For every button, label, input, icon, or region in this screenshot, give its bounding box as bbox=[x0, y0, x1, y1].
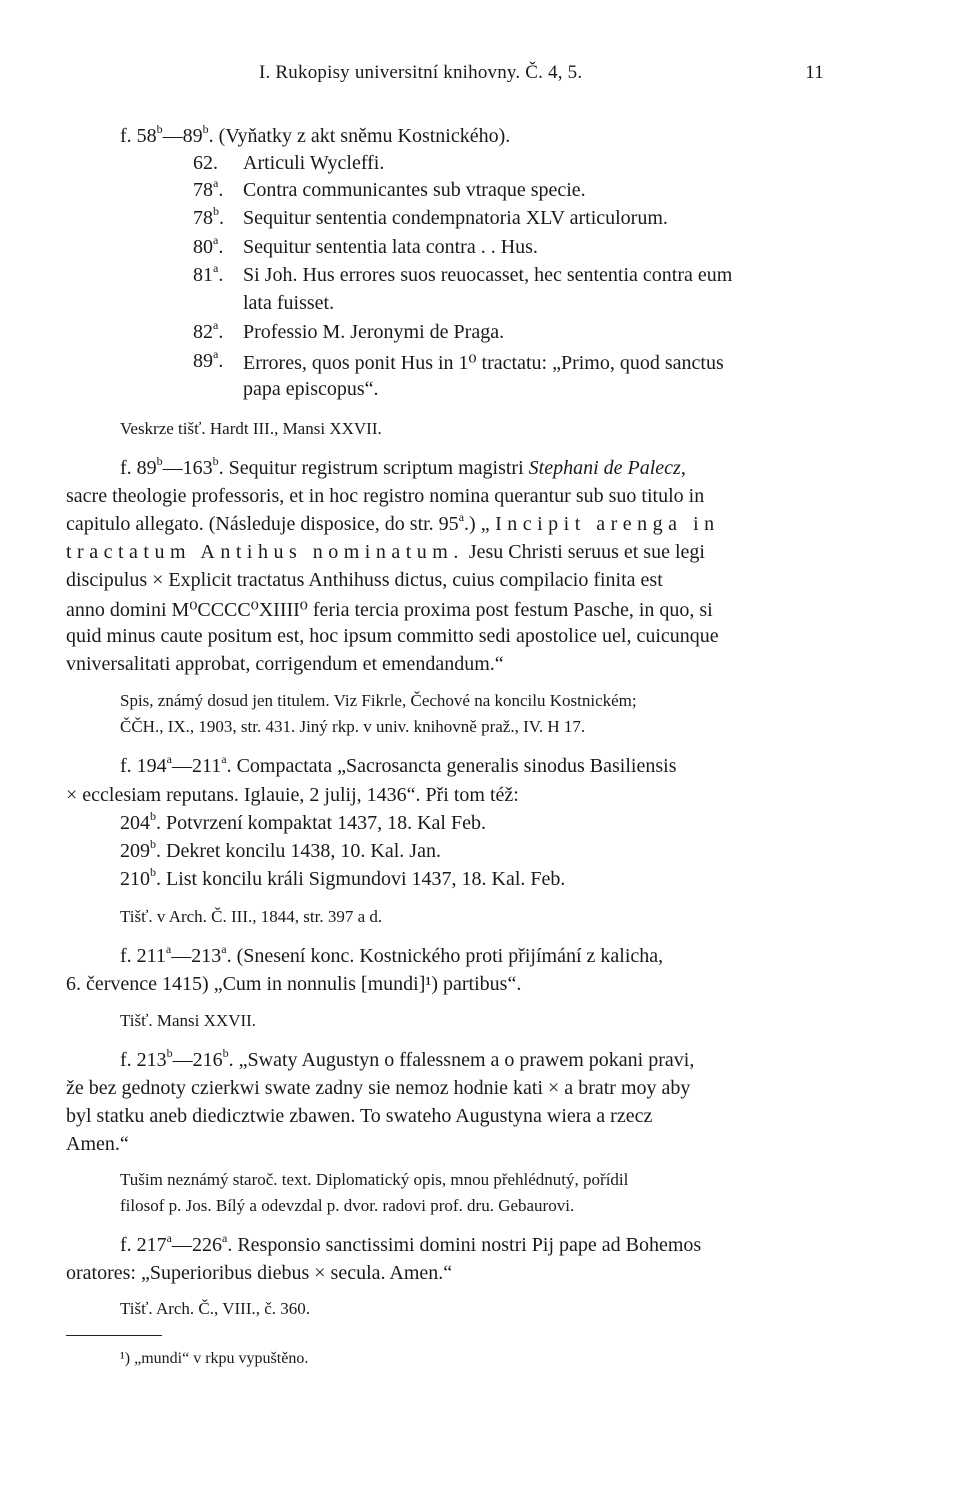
paragraph-line: f. 217$^a$—226$^a$. Responsio sanctissimi domini nostri Pij pape ad Bohemos bbox=[120, 1231, 702, 1256]
list-item: 204$^b$. Potvrzení kompaktat 1437, 18. Kal Feb. bbox=[120, 809, 486, 834]
print-note: Spis, známý dosud jen titulem. Viz Fikrle, Čechové na koncilu Kostnickém; bbox=[120, 691, 637, 710]
print-note: Tišť. Mansi XXVII. bbox=[120, 1011, 257, 1030]
entry-text: Errores, quos ponit Hus in 1⁰ tractatu: „Primo, quod sanctus bbox=[243, 352, 724, 374]
entry-text: Si Joh. Hus errores suos reuocasset, hec sententia contra eum bbox=[243, 264, 733, 286]
paragraph-line: f. 213$^b$—216$^b$. „Swaty Augustyn o ffalessnem a o prawem pokani pravi, bbox=[120, 1046, 695, 1071]
paragraph-line: f. 211$^a$—213$^a$. (Snesení konc. Kostnického proti přijímání z kalicha, bbox=[120, 942, 664, 967]
entry-text: lata fuisset. bbox=[243, 292, 335, 314]
entry-number: 82$^a$. bbox=[193, 318, 224, 343]
entry-number: 80$^a$. bbox=[193, 233, 224, 258]
entry-number: 78$^b$. bbox=[193, 204, 224, 229]
entry-number: 62. bbox=[193, 152, 218, 174]
entry-line: f. 58$^b$—89$^b$. (Vyňatky z akt sněmu Kostnického). bbox=[120, 122, 511, 147]
paragraph-line: capitulo allegato. (Následuje disposice, do str. 95$^a$.) „Incipit arenga in bbox=[66, 510, 720, 535]
paragraph-line: tractatum Antihus nominatum. Jesu Christi seruus et sue legi bbox=[66, 541, 705, 563]
paragraph-line: sacre theologie professoris, et in hoc registro nomina querantur sub suo titulo in bbox=[66, 485, 705, 507]
paragraph-line: 6. července 1415) „Cum in nonnulis [mundi]¹) partibus“. bbox=[66, 973, 522, 995]
print-note: Tišť. v Arch. Č. III., 1844, str. 397 a d. bbox=[120, 907, 383, 926]
paragraph-line: Amen.“ bbox=[66, 1133, 129, 1155]
entry-text: Sequitur sententia condempnatoria XLV articulorum. bbox=[243, 207, 668, 229]
entry-number: 89$^a$. bbox=[193, 347, 224, 372]
paragraph-line: byl statku aneb diedicztwie zbawen. To swateho Augustyna wiera a rzecz bbox=[66, 1105, 653, 1127]
entry-number: 81$^a$. bbox=[193, 261, 224, 286]
list-item: 209$^b$. Dekret koncilu 1438, 10. Kal. Jan. bbox=[120, 837, 441, 862]
footnote-divider bbox=[66, 1335, 162, 1336]
entry-text: Articuli Wycleffi. bbox=[243, 152, 385, 174]
print-note: Tušim neznámý staroč. text. Diplomatický opis, mnou přehlédnutý, pořídil bbox=[120, 1170, 629, 1189]
paragraph-line: anno domini M⁰CCCC⁰XIIII⁰ feria tercia proxima post festum Pasche, in quo, si bbox=[66, 599, 713, 621]
paragraph-line: že bez gednoty czierkwi swate zadny sie nemoz hodnie kati × a bratr moy aby bbox=[66, 1077, 691, 1099]
entry-number: 78$^a$. bbox=[193, 176, 224, 201]
print-note: Tišť. Arch. Č., VIII., č. 360. bbox=[120, 1299, 311, 1318]
entry-text: Contra communicantes sub vtraque specie. bbox=[243, 179, 586, 201]
paragraph-line: discipulus × Explicit tractatus Anthihuss dictus, cuius compilacio finita est bbox=[66, 569, 663, 591]
entry-text: papa episcopus“. bbox=[243, 378, 379, 400]
paragraph-line: vniversalitati approbat, corrigendum et emendandum.“ bbox=[66, 653, 504, 675]
paragraph-line: oratores: „Superioribus diebus × secula. Amen.“ bbox=[66, 1262, 453, 1284]
page-number: 11 bbox=[805, 62, 824, 83]
paragraph-line: quid minus caute positum est, hoc ipsum committo sedi apostolice uel, cuicunque bbox=[66, 625, 719, 647]
print-note: Veskrze tišť. Hardt III., Mansi XXVII. bbox=[120, 419, 382, 438]
list-item: 210$^b$. List koncilu králi Sigmundovi 1437, 18. Kal. Feb. bbox=[120, 865, 566, 890]
print-note: filosof p. Jos. Bílý a odevzdal p. dvor. radovi prof. dru. Gebaurovi. bbox=[120, 1196, 575, 1215]
entry-text: Professio M. Jeronymi de Praga. bbox=[243, 321, 505, 343]
header-title: I. Rukopisy universitní knihovny. Č. 4, 5. bbox=[259, 62, 583, 83]
running-header bbox=[259, 62, 824, 84]
paragraph-line: f. 194$^a$—211$^a$. Compactata „Sacrosancta generalis sinodus Basiliensis bbox=[120, 752, 677, 777]
entry-text: Sequitur sententia lata contra . . Hus. bbox=[243, 236, 538, 258]
footnote: ¹) „mundi“ v rkpu vypuštěno. bbox=[120, 1350, 309, 1367]
paragraph-line: f. 89$^b$—163$^b$. Sequitur registrum scriptum magistri Stephani de Palecz, bbox=[120, 454, 686, 479]
paragraph-line: × ecclesiam reputans. Iglauie, 2 julij, 1436“. Při tom též: bbox=[66, 784, 519, 806]
print-note: ČČH., IX., 1903, str. 431. Jiný rkp. v univ. knihovně praž., IV. H 17. bbox=[120, 717, 586, 736]
